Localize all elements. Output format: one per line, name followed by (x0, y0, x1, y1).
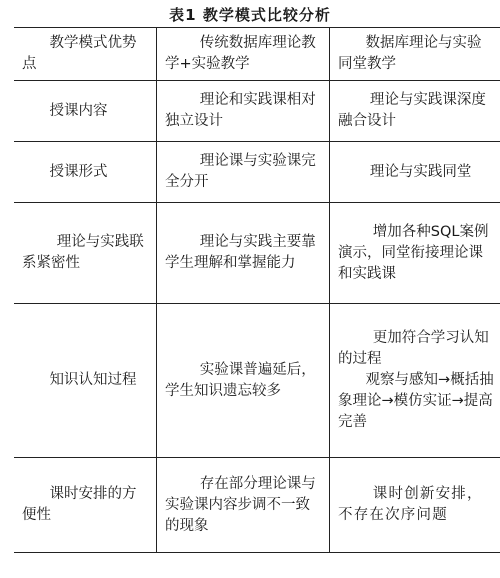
row-aspect-cell: 授课内容 (14, 81, 157, 142)
table-caption: 表1 教学模式比较分析 (169, 6, 331, 24)
header-cell-aspect: 教学模式优势点 (14, 28, 157, 81)
header-cell-integrated: 数据库理论与实验同堂教学 (330, 28, 500, 81)
row-aspect-cell: 理论与实践联系紧密性 (14, 203, 157, 304)
header-cell-traditional: 传统数据库理论教学+实验教学 (157, 28, 330, 81)
row-traditional-cell: 存在部分理论课与实验课内容步调不一致的现象 (157, 458, 330, 553)
row-traditional-cell: 理论与实践主要靠学生理解和掌握能力 (157, 203, 330, 304)
row-aspect-cell: 知识认知过程 (14, 304, 157, 458)
table-row (14, 304, 500, 458)
table-row (14, 203, 500, 304)
comparison-table (14, 27, 500, 553)
table-row (14, 142, 500, 203)
row-traditional-cell: 理论课与实验课完全分开 (157, 142, 330, 203)
row-integrated-cell: 课时创新安排，不存在次序问题 (330, 458, 500, 553)
row-traditional-cell: 理论和实践课相对独立设计 (157, 81, 330, 142)
integrated-note-process: 观察与感知→概括抽象理论→模仿实证→提高完善 (338, 372, 494, 430)
table-row (14, 81, 500, 142)
row-integrated-cell: 增加各种SQL案例演示，同堂衔接理论课和实践课 (330, 203, 500, 304)
table-header-row (14, 28, 500, 81)
row-integrated-cell: 理论与实践课深度融合设计 (330, 81, 500, 142)
row-integrated-cell (330, 304, 500, 458)
table-row (14, 458, 500, 553)
row-traditional-cell: 实验课普遍延后，学生知识遗忘较多 (157, 304, 330, 458)
row-aspect-cell: 授课形式 (14, 142, 157, 203)
row-aspect-cell: 课时安排的方便性 (14, 458, 157, 553)
row-integrated-cell: 理论与实践同堂 (330, 142, 500, 203)
integrated-note-main: 更加符合学习认知的过程 (338, 330, 489, 367)
